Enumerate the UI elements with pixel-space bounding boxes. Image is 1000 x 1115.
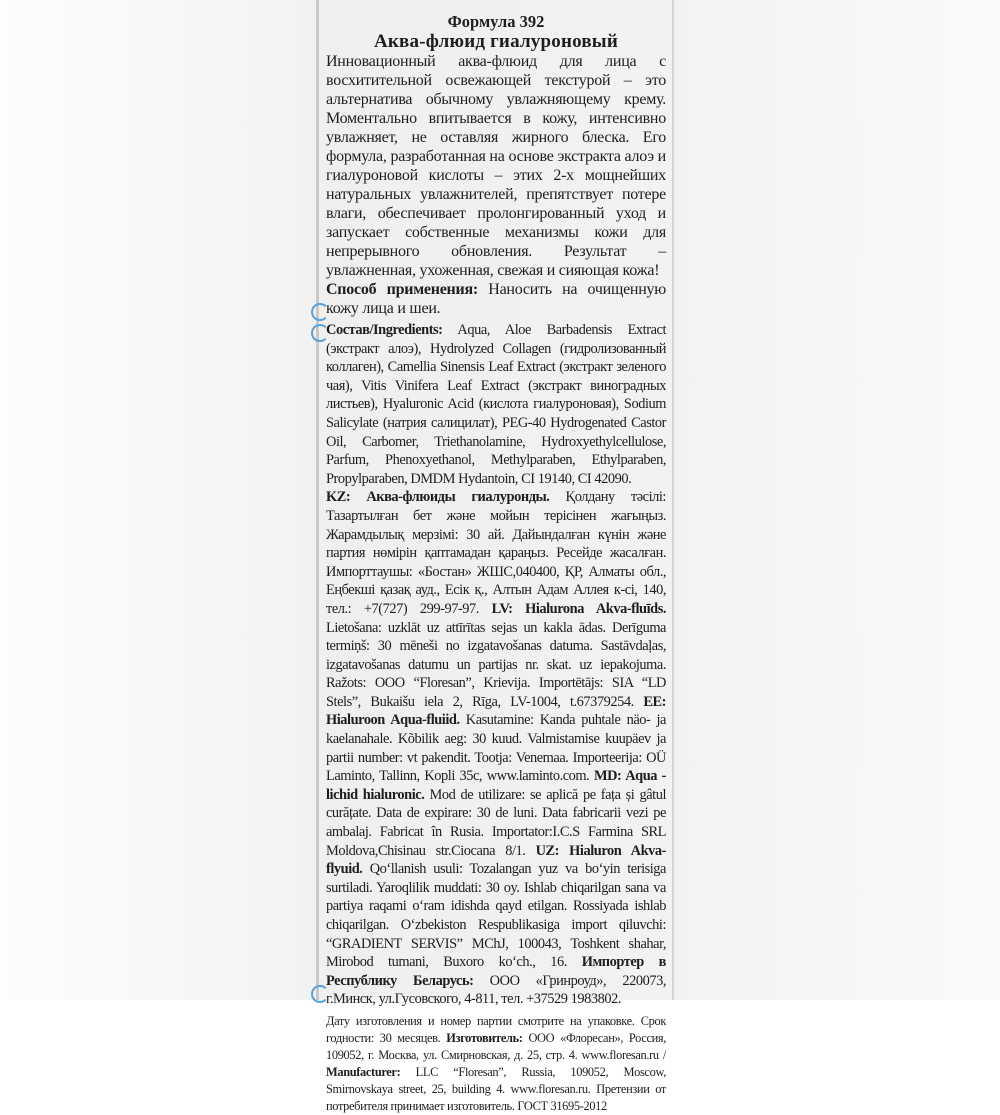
product-description: Инновационный аква-флюид для лица с восхитительной освежающей текстурой – это альтернатива обычному увлажняющему крему. Моментально впитывается в кожу, интенсивно увлажняет, не оставляя жирного блеска. Его формула, разработанная на основе экстракта алоэ и гиалуроновой кислоты – этих 2-х мощнейших натуральных увлажнителей, препятствует потере влаги, обеспечивает пролонгированный уход и запускает собственные механизмы кожи для непрерывного обновления. Результат – увлажненная, ухоженная, свежая и сияющая кожа! <box>326 53 666 279</box>
manufacturer-en-label: Manufacturer: <box>326 1064 401 1079</box>
md-label: MD: Aqua - lichid hialuronic. <box>326 768 666 803</box>
usage-text: Наносить на очищенную кожу лица и шеи. <box>326 281 666 317</box>
ee-text: Kasutamine: Kanda puhtale näo- ja kaelanahale. Kõbilik aeg: 30 kuud. Valmistamise kuupäev ja partii number: vt pakendit. Tootja: Venemaa. Importeerija: OÜ Laminto, Tallinn, Kopli 35c, www.laminto.com. <box>326 712 666 785</box>
by-importer-label: Импортер в Республику Беларусь: <box>326 954 667 989</box>
usage-section <box>326 280 666 318</box>
kz-label: KZ: Аква-флюиды гиалуронды. <box>326 489 550 506</box>
ee-label: EE: Hialuroon Aqua-fluiid. <box>326 693 666 729</box>
ingredients-section <box>326 321 666 488</box>
uz-text: Qo‘llanish usuli: Tozalangan yuz va bo‘yin terisiga surtiladi. Yaroqlilik muddati: 30 oy. Ishlab chiqarilgan sana va partiya raqami o‘ram idishda qayd etilgan. Rossiyada ishlab chiqarilgan. O‘zbekiston Respublikasiga import qiluvchi: “GRADIENT SERVIS” MChJ, 100043, Toshkent shahar, Mirobod tumani, Buxoro ko‘ch., 16. <box>326 861 666 971</box>
uz-label: UZ: Hialuron Akva-flyuid. <box>326 842 666 878</box>
label-left-edge <box>316 0 319 1000</box>
product-label <box>326 12 666 1115</box>
kz-text: Қолдану тәсілі: Тазартылған бет және мойын терісінен жағыңыз. Жарамдылық мерзімі: 30 ай. Дайындалған күнін және партия нөмірін қаптамадан қараңыз. Ресейде жасалған. Импорттаушы: «Бостан» ЖШС,040400, ҚР, Алматы обл., Еңбекші қазақ ауд., Есік қ., Алтын Адам Аллея к-сі, 140, тел.: +7(727) 299-97-97. <box>326 489 666 617</box>
formula-number: Формула 392 <box>447 12 545 31</box>
md-text: Mod de utilizare: se aplică pe fața și gâtul curățate. Data de expirare: 30 de luni. Data fabricarii vezi pe ambalaj. Fabricat în Rusia. Importator:I.C.S Farmina SRL Moldova,Chisinau str.Ciocana 8/1. <box>326 786 666 859</box>
label-right-edge <box>672 0 674 1000</box>
date-text: Дату изготовления и номер партии смотрите на упаковке. Срок годности: 30 месяцев. <box>326 1013 666 1045</box>
by-importer-text: ООО «Гринроуд», 220073, г.Минск, ул.Гусовского, 4-811, тел. +37529 1983802. <box>326 972 666 1008</box>
multilang-section <box>326 488 666 1009</box>
manufacturer-text: ООО «Флоресан», Россия, 109052, г. Москва, ул. Смирновская, д. 25, стр. 4. www.floresan.ru / <box>326 1030 666 1062</box>
usage-label: Способ применения: <box>326 281 478 298</box>
lv-label: LV: Hialurona Akva-fluīds. <box>491 600 667 617</box>
ingredients-label: Состав/Ingredients: <box>326 322 443 338</box>
manufacturer-en-text: LLC “Floresan”, Russia, 109052, Moscow, Smirnovskaya street, 25, building 4. www.floresan.ru. Претензии от потребителя принимает изготовитель. ГОСТ 31695-2012 <box>326 1064 666 1113</box>
lv-text: Lietošana: uzklāt uz attīrītas sejas un kakla ādas. Derīguma termiņš: 30 mēneši no izgatavošanas datuma. Sastāvdaļas, izgatavošanas datumu un partijas nr. skat. uz iepakojuma. Ražots: OOO “Floresan”, Krievija. Importētājs: SIA “LD Stels”, Bukaišu iela 2, Rīga, LV-1004, t.67379254. <box>326 619 666 710</box>
manufacturer-label: Изготовитель: <box>446 1030 523 1045</box>
footer-section <box>326 1013 666 1115</box>
product-name: Аква-флюид гиалуроновый <box>373 31 618 52</box>
ingredients-text: Aqua, Aloe Barbadensis Extract (экстракт алоэ), Hydrolyzed Collagen (гидролизованный коллаген), Camellia Sinensis Leaf Extract (экстракт зеленого чая), Vitis Vinifera Leaf Extract (экстракт виноградных листьев), Hyaluronic Acid (кислота гиалуроновая), Sodium Salicylate (натрия салицилат), PEG-40 Hydrogenated Castor Oil, Carbomer, Triethanolamine, Hydroxyethylcellulose, Parfum, Phenoxyethanol, Methylparaben, Ethylparaben, Propylparaben, DMDM Hydantoin, CI 19140, CI 42090. <box>326 322 666 487</box>
